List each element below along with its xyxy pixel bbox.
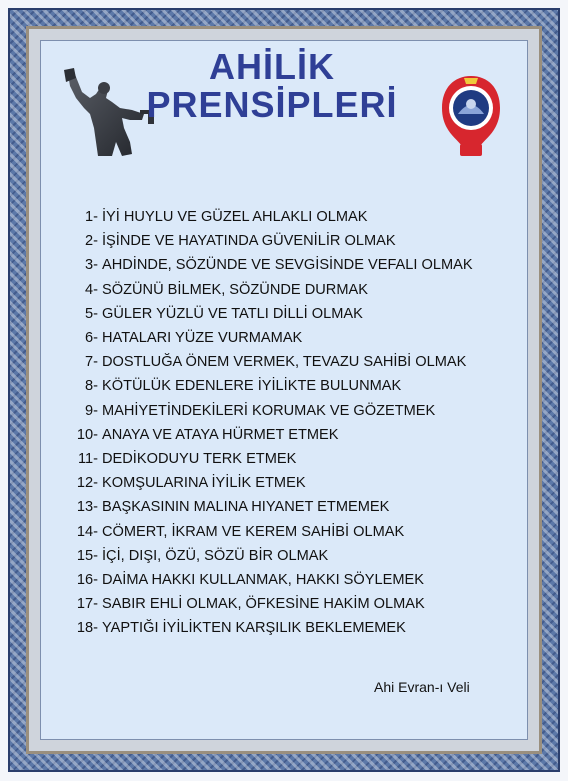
principle-number: 10- xyxy=(76,426,98,443)
signature: Ahi Evran-ı Veli xyxy=(374,679,470,695)
principle-number: 9- xyxy=(85,402,98,419)
principle-text: HATALARI YÜZE VURMAMAK xyxy=(102,330,303,347)
principle-number: 6- xyxy=(85,330,98,347)
principle-text: SÖZÜNÜ BİLMEK, SÖZÜNDE DURMAK xyxy=(102,281,368,298)
principle-item xyxy=(70,278,473,302)
principle-number: 3- xyxy=(85,257,98,274)
principle-item xyxy=(70,568,473,592)
principle-text: İÇİ, DIŞI, ÖZÜ, SÖZÜ BİR OLMAK xyxy=(102,547,329,564)
principle-text: KÖTÜLÜK EDENLERE İYİLİKTE BULUNMAK xyxy=(102,378,402,395)
principle-number: 11- xyxy=(77,450,98,467)
principle-text: BAŞKASININ MALINA HIYANET ETMEMEK xyxy=(102,499,390,516)
principles-list xyxy=(70,205,473,640)
principle-item xyxy=(70,544,473,568)
principle-number: 18- xyxy=(76,620,98,637)
principle-item xyxy=(70,592,473,616)
principle-text: DEDİKODUYU TERK ETMEK xyxy=(102,450,297,467)
principle-number: 14- xyxy=(76,523,98,540)
principle-text: KOMŞULARINA İYİLİK ETMEK xyxy=(102,475,306,492)
principle-number: 17- xyxy=(76,596,98,613)
principle-text: DAİMA HAKKI KULLANMAK, HAKKI SÖYLEMEK xyxy=(102,571,424,588)
principle-number: 13- xyxy=(76,499,98,516)
principle-item xyxy=(70,229,473,253)
principle-text: İŞİNDE VE HAYATINDA GÜVENİLİR OLMAK xyxy=(102,233,396,250)
principle-number: 12- xyxy=(76,475,98,492)
principle-item xyxy=(70,205,473,229)
principle-number: 16- xyxy=(76,571,98,588)
principle-text: MAHİYETİNDEKİLERİ KORUMAK VE GÖZETMEK xyxy=(102,402,436,419)
principle-item xyxy=(70,423,473,447)
principle-item xyxy=(70,471,473,495)
principle-text: DOSTLUĞA ÖNEM VERMEK, TEVAZU SAHİBİ OLMAK xyxy=(102,354,467,371)
principle-text: İYİ HUYLU VE GÜZEL AHLAKLI OLMAK xyxy=(102,209,368,226)
principle-item xyxy=(70,326,473,350)
principle-item xyxy=(70,495,473,519)
principle-text: ANAYA VE ATAYA HÜRMET ETMEK xyxy=(102,426,339,443)
principle-text: AHDİNDE, SÖZÜNDE VE SEVGİSİNDE VEFALI OLMAK xyxy=(102,257,473,274)
principle-item xyxy=(70,399,473,423)
principle-number: 1- xyxy=(85,209,98,226)
principle-item xyxy=(70,616,473,640)
principle-number: 15- xyxy=(76,547,98,564)
principle-item xyxy=(70,447,473,471)
principle-item xyxy=(70,253,473,277)
principle-number: 4- xyxy=(85,281,98,298)
principle-text: SABIR EHLİ OLMAK, ÖFKESİNE HAKİM OLMAK xyxy=(102,596,425,613)
principle-number: 2- xyxy=(85,233,98,250)
principle-number: 7- xyxy=(85,354,98,371)
principle-number: 8- xyxy=(85,378,98,395)
principle-text: CÖMERT, İKRAM VE KEREM SAHİBİ OLMAK xyxy=(102,523,405,540)
title-line-1: AHİLİK xyxy=(209,46,335,87)
principle-text: GÜLER YÜZLÜ VE TATLI DİLLİ OLMAK xyxy=(102,305,363,322)
seal-logo-icon xyxy=(440,74,502,160)
principle-item xyxy=(70,350,473,374)
principle-item xyxy=(70,519,473,543)
principle-item xyxy=(70,374,473,398)
title-line-2: PRENSİPLERİ xyxy=(146,84,398,125)
principle-text: YAPTIĞI İYİLİKTEN KARŞILIK BEKLEMEMEK xyxy=(102,620,406,637)
principle-number: 5- xyxy=(85,305,98,322)
principle-item xyxy=(70,302,473,326)
